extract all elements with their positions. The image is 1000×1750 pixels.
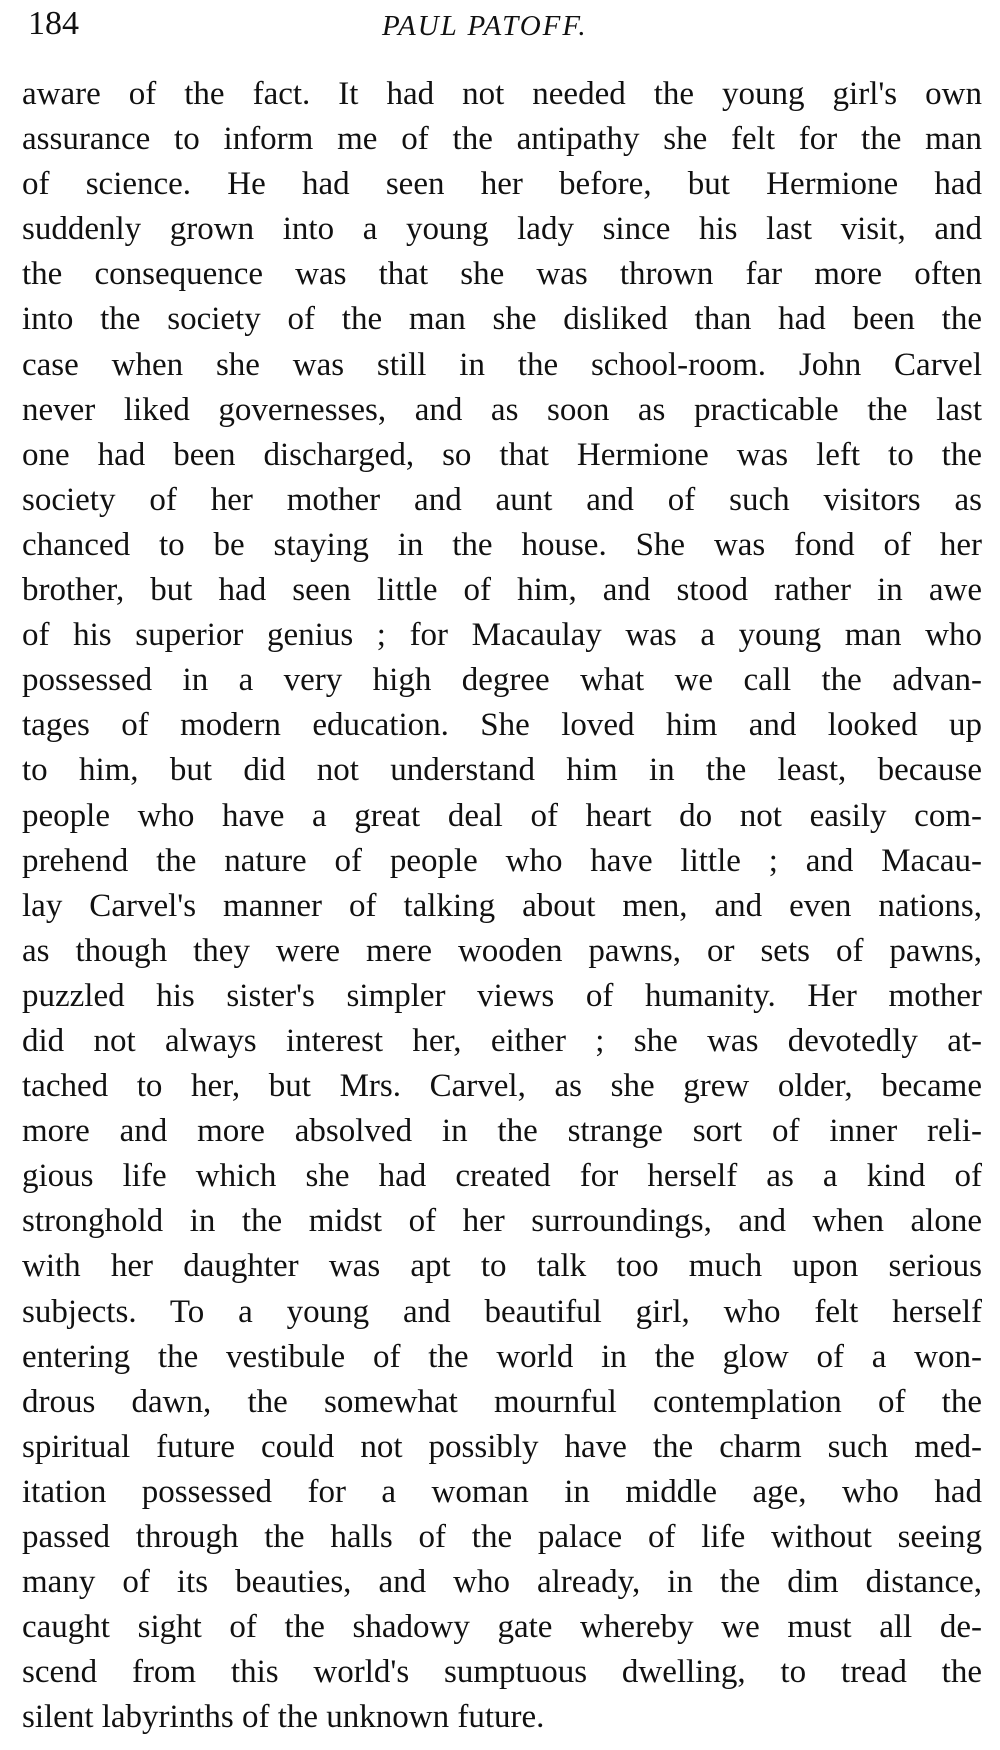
text-line: drous dawn, the somewhat mournful contemplation of the xyxy=(22,1383,982,1420)
text-line: assurance to inform me of the antipathy she felt for the man xyxy=(22,121,982,158)
text-line: silent labyrinths of the unknown future. xyxy=(22,1699,545,1736)
page-number: 184 xyxy=(28,5,79,42)
text-line: passed through the halls of the palace of life without seeing xyxy=(22,1519,982,1555)
text-line: with her daughter was apt to talk too much upon serious xyxy=(22,1248,982,1285)
text-line: the consequence was that she was thrown far more often xyxy=(22,256,982,293)
running-head xyxy=(0,4,1000,44)
text-line: one had been discharged, so that Hermione was left to the xyxy=(22,436,982,473)
text-line: many of its beauties, and who already, in the dim distance, xyxy=(22,1564,982,1601)
text-line: did not always interest her, either ; she was devotedly at- xyxy=(22,1022,982,1059)
text-line: into the society of the man she disliked than had been the xyxy=(22,301,982,338)
text-line: tached to her, but Mrs. Carvel, as she grew older, became xyxy=(22,1068,982,1105)
text-line: prehend the nature of people who have little ; and Macau- xyxy=(22,842,982,879)
body-paragraph xyxy=(22,72,982,1740)
text-line: entering the vestibule of the world in the glow of a won- xyxy=(22,1338,982,1375)
text-line: possessed in a very high degree what we call the advan- xyxy=(22,662,982,699)
text-line: people who have a great deal of heart do not easily com- xyxy=(22,797,982,834)
text-line: suddenly grown into a young lady since his last visit, and xyxy=(22,211,982,248)
text-line: chanced to be staying in the house. She was fond of her xyxy=(22,526,982,563)
text-line: caught sight of the shadowy gate whereby we must all de- xyxy=(22,1609,982,1646)
text-line: tages of modern education. She loved him and looked up xyxy=(22,707,982,744)
book-title: PAUL PATOFF. xyxy=(382,10,588,42)
text-line: more and more absolved in the strange sort of inner reli- xyxy=(22,1113,982,1150)
text-line: puzzled his sister's simpler views of humanity. Her mother xyxy=(22,977,982,1014)
text-line: brother, but had seen little of him, and stood rather in awe xyxy=(22,572,982,609)
text-line: case when she was still in the school-room. John Carvel xyxy=(22,346,982,383)
text-line: of science. He had seen her before, but Hermione had xyxy=(22,166,982,203)
text-line: scend from this world's sumptuous dwelling, to tread the xyxy=(22,1654,982,1691)
text-line: society of her mother and aunt and of such visitors as xyxy=(22,481,982,518)
text-line: to him, but did not understand him in the least, because xyxy=(22,752,982,789)
text-line: spiritual future could not possibly have the charm such med- xyxy=(22,1428,982,1465)
text-line: subjects. To a young and beautiful girl, who felt herself xyxy=(22,1293,982,1330)
text-line: lay Carvel's manner of talking about men, and even nations, xyxy=(22,887,982,924)
text-line: stronghold in the midst of her surroundings, and when alone xyxy=(22,1203,982,1240)
text-line: never liked governesses, and as soon as practicable the last xyxy=(22,391,982,428)
text-line: aware of the fact. It had not needed the young girl's own xyxy=(22,76,982,112)
text-line: itation possessed for a woman in middle age, who had xyxy=(22,1473,982,1510)
text-line: as though they were mere wooden pawns, or sets of pawns, xyxy=(22,932,982,969)
text-line: of his superior genius ; for Macaulay was a young man who xyxy=(22,617,982,654)
text-line: gious life which she had created for herself as a kind of xyxy=(22,1158,982,1195)
